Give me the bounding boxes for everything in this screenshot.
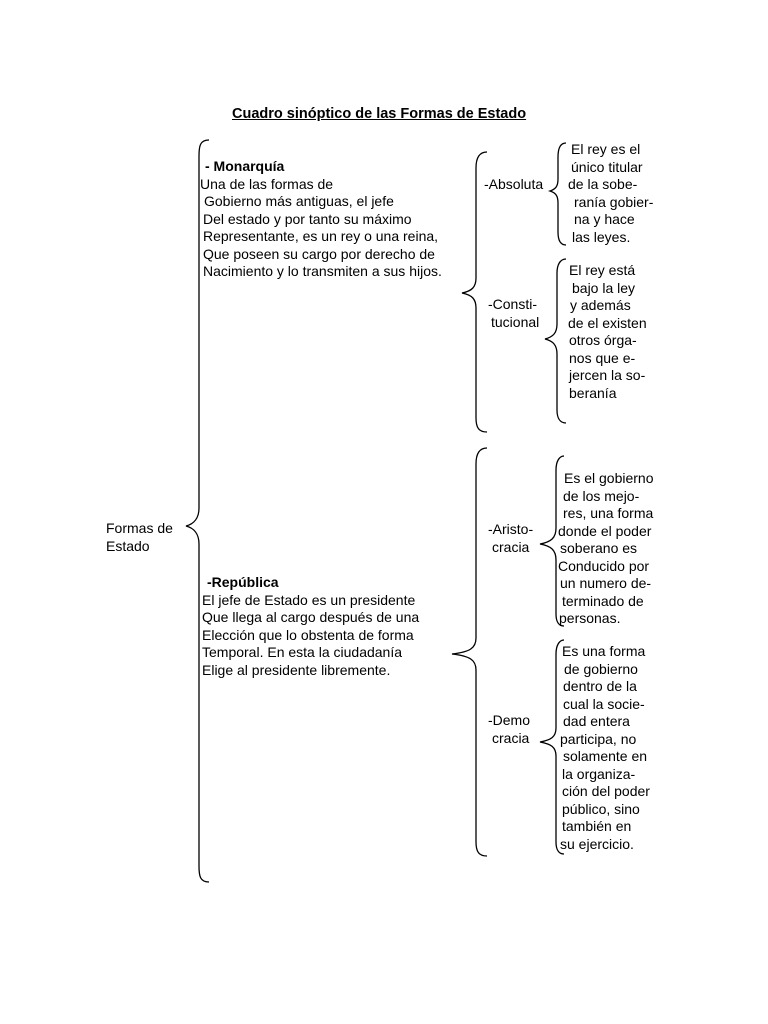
monarquia-line: Que poseen su cargo por derecho de	[203, 245, 435, 262]
aristocracia-label-line: -Aristo-	[488, 521, 534, 537]
republica-line: Elección que lo obstenta de forma	[202, 626, 414, 643]
constitucional-line: bajo la ley	[572, 279, 636, 296]
constitucional-label	[488, 296, 539, 331]
monarquia-line: Nacimiento y lo transmiten a sus hijos.	[203, 263, 442, 279]
democracia-label-line: -Demo	[488, 712, 531, 728]
aristocracia-line: terminado de	[562, 592, 644, 609]
aristocracia-line: Conducido por	[558, 557, 650, 574]
democracia-label	[488, 712, 530, 747]
monarquia-line: Gobierno más antiguas, el jefe	[204, 193, 394, 209]
absoluta-line: único titular	[571, 158, 643, 175]
absoluta-label: -Absoluta	[484, 176, 544, 192]
constitucional-line: nos que e-	[569, 349, 636, 366]
democracia-line: dad entera	[563, 713, 630, 729]
democracia-line: de gobierno	[564, 660, 638, 677]
absoluta-line: las leyes.	[572, 228, 631, 245]
monarquia-line: Representante, es un rey o una reina,	[203, 228, 439, 244]
aristocracia-line: donde el poder	[558, 522, 652, 539]
monarquia-line: Una de las formas de	[200, 175, 334, 192]
page-title: Cuadro sinóptico de las Formas de Estado	[232, 106, 527, 122]
republica-line: Elige al presidente libremente.	[202, 661, 391, 678]
democracia-label-line: cracia	[492, 729, 530, 746]
constitucional-line: El rey está	[569, 262, 636, 278]
constitucional-line: beranía	[569, 384, 617, 401]
democracia-description	[560, 643, 650, 853]
republica-heading: -República	[207, 574, 279, 590]
monarquia-brace	[462, 152, 487, 432]
monarquia-heading: - Monarquía	[205, 158, 285, 174]
democracia-line: Es una forma	[562, 643, 646, 659]
aristocracia-line: de los mejo-	[563, 487, 640, 504]
democracia-line: la organiza-	[562, 765, 636, 782]
aristocracia-line: soberano es	[560, 540, 638, 556]
republica-line: Que llega al cargo después de una	[202, 609, 420, 625]
aristocracia-line: res, una forma	[563, 505, 654, 521]
absoluta-brace	[550, 143, 566, 245]
democracia-line: también en	[562, 818, 632, 834]
aristocracia-line: un numero de-	[560, 575, 652, 591]
constitucional-line: de el existen	[568, 314, 647, 331]
republica-section	[202, 574, 419, 679]
democracia-line: participa, no	[560, 730, 637, 747]
absoluta-line: na y hace	[574, 211, 635, 227]
absoluta-line: El rey es el	[571, 141, 641, 157]
republica-line: El jefe de Estado es un presidente	[202, 591, 416, 608]
absoluta-line: ranía gobier-	[574, 193, 654, 210]
aristocracia-description	[558, 470, 654, 628]
root-label-line: Formas de	[106, 520, 173, 536]
democracia-line: dentro de la	[563, 678, 637, 694]
constitucional-description	[567, 262, 647, 402]
root-label	[106, 520, 173, 555]
democracia-line: solamente en	[563, 748, 648, 764]
republica-brace	[452, 448, 487, 856]
constitucional-line: y además	[570, 297, 631, 313]
root-label-line: Estado	[106, 537, 150, 554]
constitucional-brace	[545, 259, 566, 423]
democracia-line: cual la socie-	[563, 695, 645, 712]
constitucional-line: jercen la so-	[569, 367, 646, 383]
aristocracia-line: Es el gobierno	[564, 470, 654, 486]
aristocracia-line: personas.	[559, 610, 621, 626]
absoluta-line: de la sobe-	[568, 176, 638, 192]
constitucional-label-line: -Consti-	[488, 296, 538, 312]
democracia-line: ción del poder	[562, 783, 650, 799]
monarquia-line: Del estado y por tanto su máximo	[203, 210, 412, 227]
constitucional-label-line: tucional	[491, 313, 540, 330]
monarquia-section	[200, 158, 442, 281]
republica-line: Temporal. En esta la ciudadanía	[202, 644, 403, 660]
constitucional-line: otros órga-	[569, 332, 637, 348]
democracia-line: público, sino	[562, 800, 640, 817]
aristocracia-label	[488, 521, 533, 556]
aristocracia-label-line: cracia	[492, 538, 530, 555]
democracia-line: su ejercicio.	[560, 835, 634, 852]
absoluta-description	[568, 141, 653, 246]
